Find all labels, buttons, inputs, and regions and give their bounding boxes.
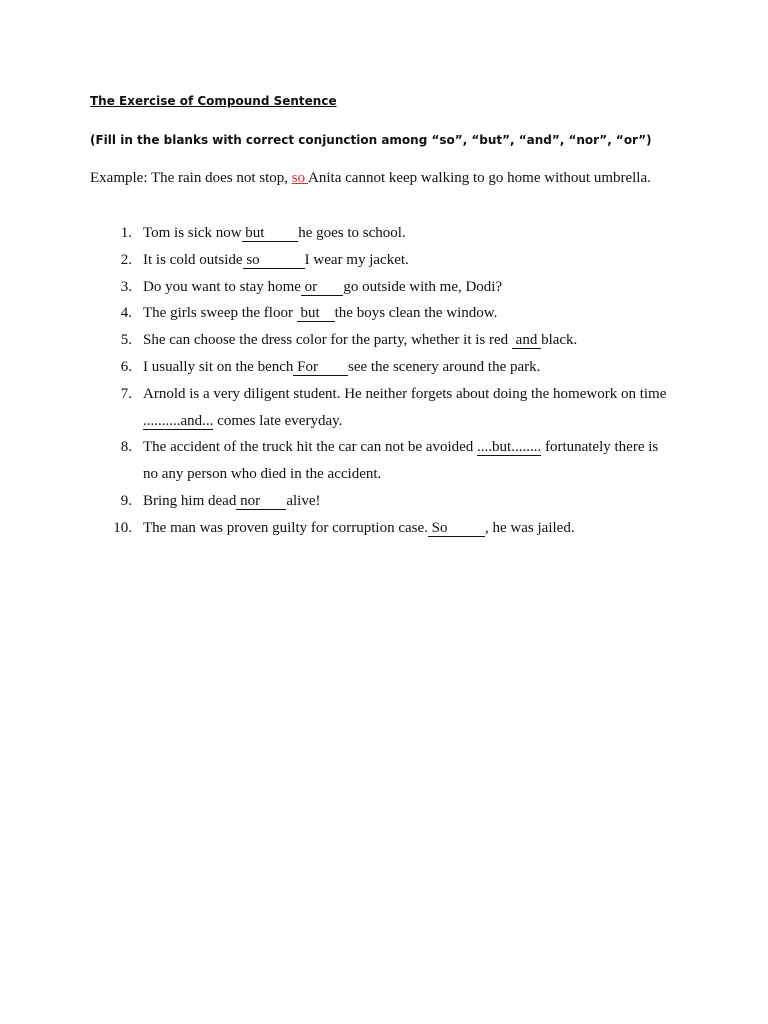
item-sentence <box>143 490 320 512</box>
sentence-after: he goes to school. <box>298 225 406 241</box>
answer-blank: ..........and... <box>143 412 214 429</box>
exercise-item-9 <box>0 490 768 517</box>
exercise-list <box>0 222 768 544</box>
answer-blank: ....but........ <box>477 439 542 456</box>
sentence-after: comes late everyday. <box>213 412 343 429</box>
sentence-after: , he was jailed. <box>485 519 575 536</box>
exercise-item-4 <box>0 302 768 329</box>
exercise-item-6 <box>0 356 768 383</box>
sentence-before: The accident of the truck hit the car can not be avoided <box>143 439 478 456</box>
item-sentence <box>143 302 497 324</box>
item-sentence <box>143 249 409 271</box>
item-sentence <box>143 436 658 458</box>
item-number: 7. <box>120 385 132 402</box>
exercise-item-8 <box>0 436 768 490</box>
sentence-after: go outside with me, Dodi? <box>343 278 503 295</box>
item-sentence <box>143 356 540 378</box>
sentence-after: I wear my jacket. <box>304 251 409 268</box>
item-sentence <box>143 383 666 405</box>
item-sentence-continued <box>143 410 342 432</box>
example-text-before: Example: The rain does not stop, <box>90 170 292 186</box>
answer-blank: so <box>242 251 305 268</box>
sentence-before: Do you want to stay home <box>143 278 301 295</box>
sentence-after: see the scenery around the park. <box>347 358 541 375</box>
exercise-item-1 <box>0 222 768 249</box>
sentence-after: the boys clean the window. <box>334 305 498 322</box>
item-number: 9. <box>120 492 132 509</box>
item-number: 8. <box>120 439 132 456</box>
item-sentence-continued: no any person who died in the accident. <box>143 466 382 483</box>
sentence-before: Bring him dead <box>143 492 237 509</box>
answer-blank: and <box>511 332 542 349</box>
sentence-before: Tom is sick now <box>143 225 242 241</box>
exercise-item-5 <box>0 329 768 356</box>
example-text-after: Anita cannot keep walking to go home without umbrella. <box>308 170 651 186</box>
answer-blank: For <box>293 358 348 375</box>
item-number: 2. <box>120 251 132 268</box>
item-number: 1. <box>120 225 132 241</box>
item-sentence <box>143 222 406 244</box>
sentence-before: She can choose the dress color for the party, whether it is red <box>143 332 512 349</box>
sentence-before: The girls sweep the floor <box>143 305 297 322</box>
exercise-item-7 <box>0 383 768 437</box>
answer-blank: but <box>296 305 335 322</box>
instruction-text: (Fill in the blanks with correct conjunction among “so”, “but”, “and”, “nor”, “or”) <box>90 133 652 147</box>
answer-blank: nor <box>236 492 287 509</box>
item-number: 5. <box>120 332 132 349</box>
item-number: 6. <box>120 358 132 375</box>
answer-blank: but <box>241 225 299 241</box>
exercise-item-2 <box>0 249 768 276</box>
item-sentence <box>143 276 502 298</box>
sentence-before: I usually sit on the bench <box>143 358 294 375</box>
exercise-item-10 <box>0 517 768 544</box>
item-number: 3. <box>120 278 132 295</box>
answer-blank: or <box>300 278 344 295</box>
sentence-after: black. <box>541 332 578 349</box>
example-answer: so <box>291 170 309 186</box>
exercise-item-3 <box>0 276 768 303</box>
answer-blank: So <box>427 519 486 536</box>
example-sentence <box>90 170 651 187</box>
sentence-before: It is cold outside <box>143 251 243 268</box>
item-number: 10. <box>113 519 132 536</box>
sentence-after: alive! <box>286 492 321 509</box>
sentence-before: The man was proven guilty for corruption case. <box>143 519 428 536</box>
item-sentence <box>143 329 577 351</box>
document-title: The Exercise of Compound Sentence <box>90 94 337 108</box>
item-sentence <box>143 517 575 539</box>
sentence-before: Arnold is a very diligent student. He neither forgets about doing the homework on time <box>143 385 667 402</box>
item-number: 4. <box>120 305 132 322</box>
sentence-after: fortunately there is <box>541 439 659 456</box>
